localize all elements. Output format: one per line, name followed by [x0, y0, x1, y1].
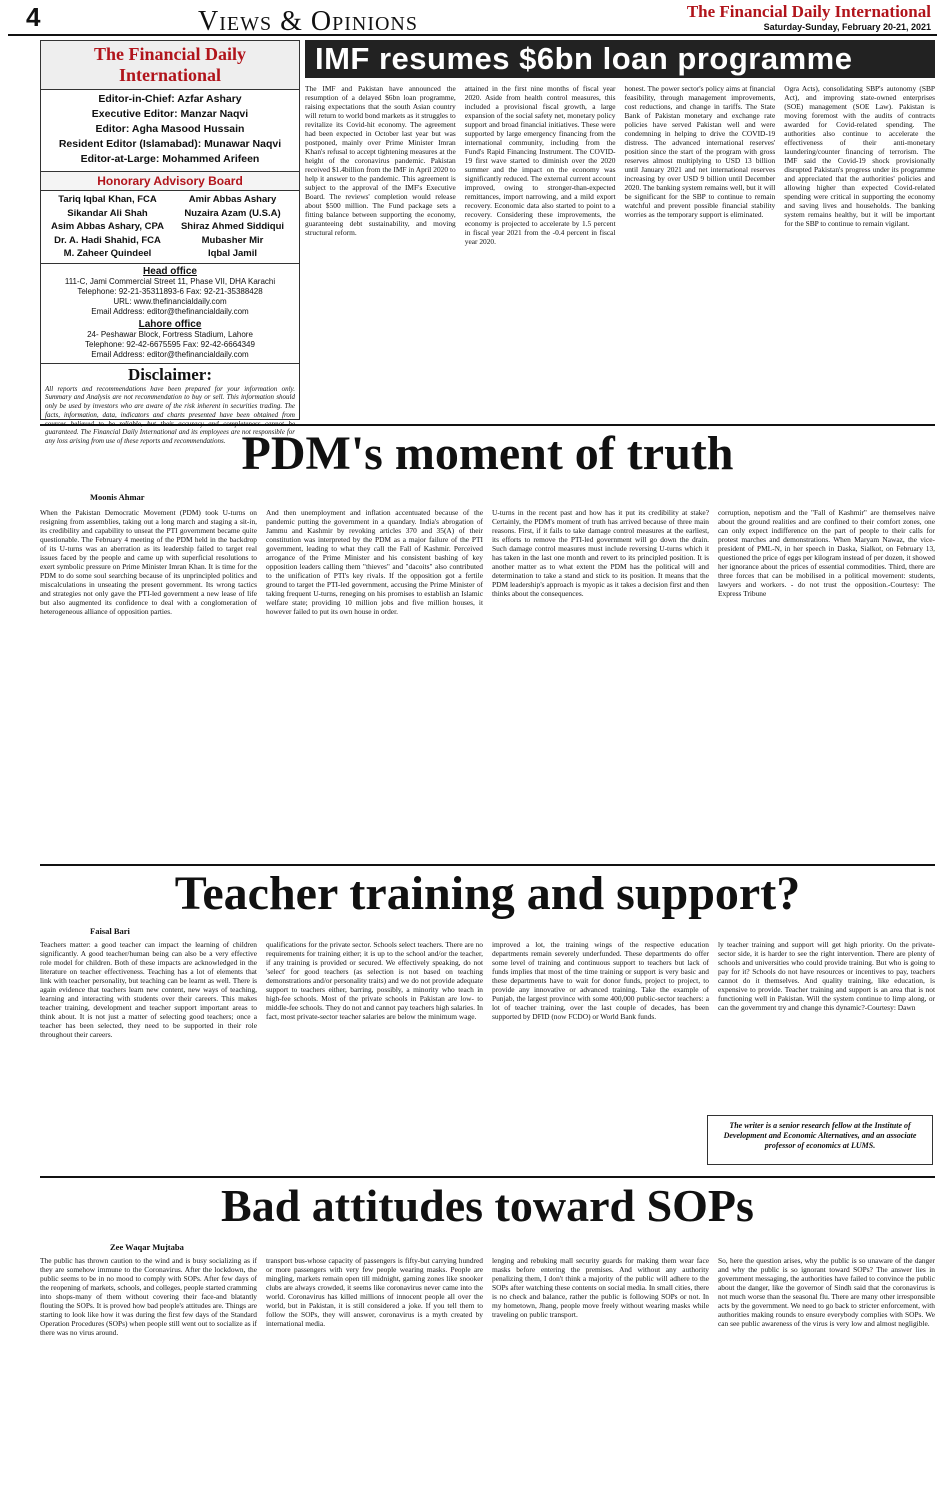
article-column: ly teacher training and support will get high priority. On the private-sector side, it is harder to see the right intervention. There are plenty of schools and universities who could provide training. But who is going to pay for it? Schools do not have resources or incentives to pay, teachers cannot do it themselves. And quality training, like education, is expensive to provide. Teacher training and support is an area that is not functioning well in Pakistan. Will the system continue to limp along, or can the government try and change this dynamic?-Courtesy: Dawn	[718, 940, 935, 1012]
lahore-office-address: 24- Peshawar Block, Fortress Stadium, Lahore	[87, 329, 253, 339]
advisor-name: Shiraz Ahmed Siddiqui	[180, 221, 285, 232]
article-column: honest. The power sector's policy aims at financial feasibility, through management improvements, cost reductions, and change in tariffs. The State Bank of Pakistan monetary and exchange rate policies have served Pakistan well and were condemning in helping to drive the COVID-19 distress. The advanced international reserves' position since the start of the program with gross reserves almost multiplying to USD 13 billion until January 2021 and net international reserves increasing by over USD 9 billion until December 2020. The banking system remains well, but it will be significant for the SBP to continue to remain watchful and prevent possible financial stability worries as the temporary support is eliminated.	[624, 84, 776, 219]
advisor-name: M. Zaheer Quindeel	[63, 248, 152, 259]
advisor-name: Iqbal Jamil	[207, 248, 258, 259]
advisor-name: Amir Abbas Ashary	[188, 194, 277, 205]
advisory-board-title: Honorary Advisory Board	[41, 172, 299, 191]
page-number: 4	[26, 2, 41, 32]
head-office-title: Head office	[143, 265, 197, 277]
article-column: The public has thrown caution to the wind and is busy socializing as if they are somehow immune to the Coronavirus. After the lockdown, the public seems to be in no mood to comply with SOPs. After few days of the reopening of markets, schools, and colleges, people started cramming into shops-many of them without covering their face-and blatantly flouting the SOPs. It is proved how bad people's attitudes are. Things are starting to look like how it was during the first few days of the Standard Operation Procedures (SOPs) when people still went out to socialize as if there was no virus around.	[40, 1256, 257, 1337]
article-column: qualifications for the private sector. Schools select teachers. There are no requirements for training either; it is up to the school and/or the teacher, if any training is provided or secured. We effectively speaking, do not 'select' for good teachers (as selection is not based on teaching demonstrations and/or personality traits) and we do not provide adequate support to teachers either, barring, possibly, a minority who teach in high-fee schools. Most of the private schools in Pakistan are low- to middle-fee schools. They do not and cannot pay teachers high salaries. In fact, most private-sector teacher salaries are below the minimum wage.	[266, 940, 483, 1021]
article-column: When the Pakistan Democratic Movement (PDM) took U-turns on resigning from assemblies, taking out a long march and staging a sit-in, its credibility and capability to unseat the PTI government became quite questionable. The February 4 meeting of the PDM held in the backdrop of its U-turns was an aberration as its leadership failed to target real issues faced by the people and came up with superficial resolutions to exert symbolic pressure on Prime Minister Imran Khan. It is time for the PDM to do some soul searching because of its unprincipled politics and miscalculations in unseating the present government. Its wrong tactics and strategies not only gave the PTI-led government a new lease of life but also augmented its confidence to deal with a conglomeration of heterogeneous alliance of opposition parties.	[40, 508, 257, 616]
article-column: corruption, nepotism and the "Fall of Kashmir" are themselves naive about the ground realities and are confined to their comfort zones, one can only expect indifference on the part of people to their calls for protest marches and demonstrations. When Maryam Nawaz, the vice-president of PML-N, in her speech in Daska, Sialkot, on February 13, questioned the price of eggs per kilogram instead of per dozen, it showed her ignorance about the prices of essential commodities. Third, there are three forces that can be mobilised in a political movement: students, lawyers and workers. - do not trust the opposition.-Courtesy: The Express Tribune	[718, 508, 935, 598]
advisor-name: Dr. A. Hadi Shahid, FCA	[54, 234, 161, 246]
advisor-name: Nuzaira Azam (U.S.A)	[184, 207, 281, 219]
lahore-office-email[interactable]: Email Address: editor@thefinancialdaily.com	[91, 349, 249, 359]
article-column: So, here the question arises, why the public is so unaware of the danger and why the public is so ignorant toward SOPs? The answer lies in government messaging, the authorities have failed to convince the public about the danger, like the governor of Sindh said that the coronavirus is not much worse than the seasonal flu. There are many other irresponsible acts by the government. We need to go back to stricter enforcement, with authorities making rounds to ensure everybody complies with SOPs. We can see public awareness of the virus is very low and almost negligible.	[718, 1256, 935, 1328]
head-office-phone: Telephone: 92-21-35311893-6 Fax: 92-21-35388428	[77, 286, 263, 296]
section-title: Views & Opinions	[198, 6, 418, 37]
head-office-url[interactable]: URL: www.thefinancialdaily.com	[113, 296, 227, 306]
editor-line: Editor-in-Chief: Azfar Ashary	[98, 93, 242, 105]
head-office-address: 111-C, Jami Commercial Street 11, Phase VII, DHA Karachi	[64, 276, 276, 286]
article-column: improved a lot, the training wings of the respective education departments remain severely underfunded. These departments do offer some level of training and continuous support to teachers but lack of funds implies that most of the time training or support is very basic and these departments have to wait for donor funds, project to project, to provide any innovative or advanced training. Take the example of Punjab, the largest province with some 400,000 public-sector teachers: a lot of teacher training, over the last couple of decades, has been supported by DFID (now FCDO) or World Bank funds.	[492, 940, 709, 1021]
advisory-board-list	[41, 191, 299, 264]
brand-name: The Financial Daily International	[686, 2, 931, 21]
sops-headline: Bad attitudes toward SOPs	[221, 1180, 754, 1231]
article-column: lenging and rebuking mall security guards for making them wear face masks before entering the premises. And without any authority penalizing them, I don't think a majority of the public will adhere to the SOPs after watching these contents on social media. In small cities, there is no check and balance, rather the public is following SOPs or not. In my hometown, Jhang, people move freely without wearing masks while traveling on public transport.	[492, 1256, 709, 1319]
article-column: transport bus-whose capacity of passengers is fifty-but carrying hundred or more passengers with very few people wearing masks. People are mingling, markets remain open till midnight, gaming zones like snooker clubs are always crowded, it seems like coronavirus never came into the world. Coronavirus has killed millions of innocent people all over the world, but in Pakistan, it is still considered a joke. If you tell them to follow the SOPs, they will answer, coronavirus is a myth created by international media.	[266, 1256, 483, 1328]
author-note: The writer is a senior research fellow at the Institute of Development and Economic Alternatives, and an associate professor of economics at LUMS.	[707, 1115, 933, 1165]
imf-article-body	[305, 84, 935, 418]
editor-line: Resident Editor (Islamabad): Munawar Naqvi	[58, 138, 282, 150]
article-column: Ogra Acts), consolidating SBP's autonomy (SBP Act), and improving state-owned enterprises (SOE) management (SOE Law). Pakistan is moving foremost with the audits of contracts awarded for Covid-related spending. The authorities also continue to accelerate the effectiveness of their anti-monetary laundering/counter financing of terrorism. The IMF said the Covid-19 shock provisionally disrupted Pakistan's progress under its programme and appreciated that the authorities' policies and allowing higher than expected Covid-related spending were critical in supporting the economy and saving lives and households. The banking system remains healthy, but it will be important for the SBP to continue to remain vigilant.	[784, 84, 935, 228]
editor-line: Editor: Agha Masood Hussain	[95, 123, 245, 135]
advisor-name: Asim Abbas Ashary, CPA	[51, 221, 164, 232]
article-column: attained in the first nine months of fiscal year 2020. Aside from health control measures, this included a provisional fiscal growth, a large expansion of the social safety net, monetary policy support and broad financial initiatives. These were supported by large emergency financing from the international community, including from the Fund's Rapid Financing Instrument. The COVID-19 first wave started to diminish over the 2020 summer and the impact on the economy was significantly reduced. The external current account improved, owing to stronger-than-expected remittances, import narrowing, and a mild export recovery. Economic data also started to point to a recovery. Considering these improvements, the economy is projected to accelerate by 1.5 percent in fiscal year 2021 from the -0.4 percent in fiscal year 2020.	[464, 84, 616, 246]
lahore-office-phone: Telephone: 92-42-6675595 Fax: 92-42-6664349	[85, 339, 255, 349]
masthead-box	[40, 40, 300, 446]
article-column: And then unemployment and inflation accentuated because of the pandemic putting the government in a quandary. India's abrogation of Jammu and Kashmir by revoking articles 370 and 35(A) of their constitution was interpreted by the PDM as a major failure of the PTI government, leading to what they call the Fall of Kashmir. Perceived arrogance of the Prime Minister and his consistent bashing of key opposition leaders calling them "thieves" and "dacoits" also contributed to the unification of PTI's key rivals. If the opposition got a fertile ground to target the PTI-led government, accusing the Prime Minister of taking frequent U-turns, reneging on his promises to establish an Islamic welfare state; providing 10 million jobs and five million houses, it however failed to put its own house in order.	[266, 508, 483, 616]
advisor-name: Sikandar Ali Shah	[67, 207, 148, 219]
page-header	[8, 2, 937, 36]
pdm-article-body	[40, 508, 935, 862]
lahore-office-title: Lahore office	[138, 318, 202, 330]
article-column: The IMF and Pakistan have announced the resumption of a delayed $6bn loan programme, raising expectations that the south Asian country will return to world bond markets as it struggles to revitalize its Covid-hit economy. The agreement had been expected in October last year but was postponed, mainly over Prime Minister Imran Khan's refusal to accept tightening measures at the height of the coronavirus pandemic. Pakistan received $1.4billion from the IMF in April 2020 to help it answer to the pandemic. This agreement is subject to the approval of the IMF's Executive Board. The reviews' completion would release about $500 million. The Fund package sets a fitting balance between supporting the economy, guaranteeing debt sustainability, and moving structural reform.	[305, 84, 456, 237]
article-column: Teachers matter: a good teacher can impact the learning of children significantly. A good teacher/human being can also be a very effective role model for children. Both of these impacts are acknowledged in the literature on teacher effectiveness. Teaching has a lot of elements that link with teacher personality, but teaching can be learnt as well. There is again evidence that teachers learn new content, new ways of teaching, learning and interacting with students over their careers. This makes teacher training, development and teacher support important areas to think about. It is not just a matter of selecting good teachers; once a teacher has been selected, they need to be supported in their role throughout their careers.	[40, 940, 257, 1039]
advisor-name: Tariq Iqbal Khan, FCA	[58, 194, 157, 205]
editors-list	[41, 90, 299, 172]
article-column: U-turns in the recent past and how has it put its credibility at stake? Certainly, the PDM's moment of truth has arrived because of three main reasons. First, if it fails to take damage control measures at the earliest, its efforts to remove the PTI-led government will go down the drain. Such damage control measures must include reversing U-turns which it has taken in the last one month and revert to its principled position. It is another matter as to what extent the PDM has the political will and determination to take a stand and stick to its position. It means that the PDM leadership's approach is myopic as it takes a decision first and then thinks about the consequences.	[492, 508, 709, 598]
sops-article-body	[40, 1256, 935, 1506]
masthead-title: The Financial Daily International	[41, 41, 299, 90]
sops-byline: Zee Waqar Mujtaba	[110, 1242, 184, 1252]
editor-line: Editor-at-Large: Mohammed Arifeen	[80, 153, 260, 165]
head-office-email[interactable]: Email Address: editor@thefinancialdaily.com	[91, 306, 249, 316]
advisor-name: Mubasher Mir	[201, 234, 264, 246]
pdm-headline: PDM's moment of truth	[241, 427, 734, 480]
issue-date: Saturday-Sunday, February 20-21, 2021	[763, 22, 931, 32]
pdm-byline: Moonis Ahmar	[90, 492, 145, 502]
disclaimer-title: Disclaimer:	[41, 363, 299, 385]
teacher-byline: Faisal Bari	[90, 926, 130, 936]
teacher-headline: Teacher training and support?	[174, 867, 801, 920]
disclaimer-text: All reports and recommendations have been prepared for your information only. Summary and Analysis are not recommendation to buy or sell. This information should only be used by investors who are aware of the risk inherent in securities trading. The facts, information, data, indicators and charts presented have been obtained from sources believed to be reliable, but their accuracy and completeness cannot be guaranteed. The Financial Daily International and its employees are not responsible for any loss arising from use of these reports and recommendations.	[45, 384, 295, 446]
editor-line: Executive Editor: Manzar Naqvi	[91, 108, 249, 120]
imf-headline: IMF resumes $6bn loan programme	[305, 40, 935, 78]
